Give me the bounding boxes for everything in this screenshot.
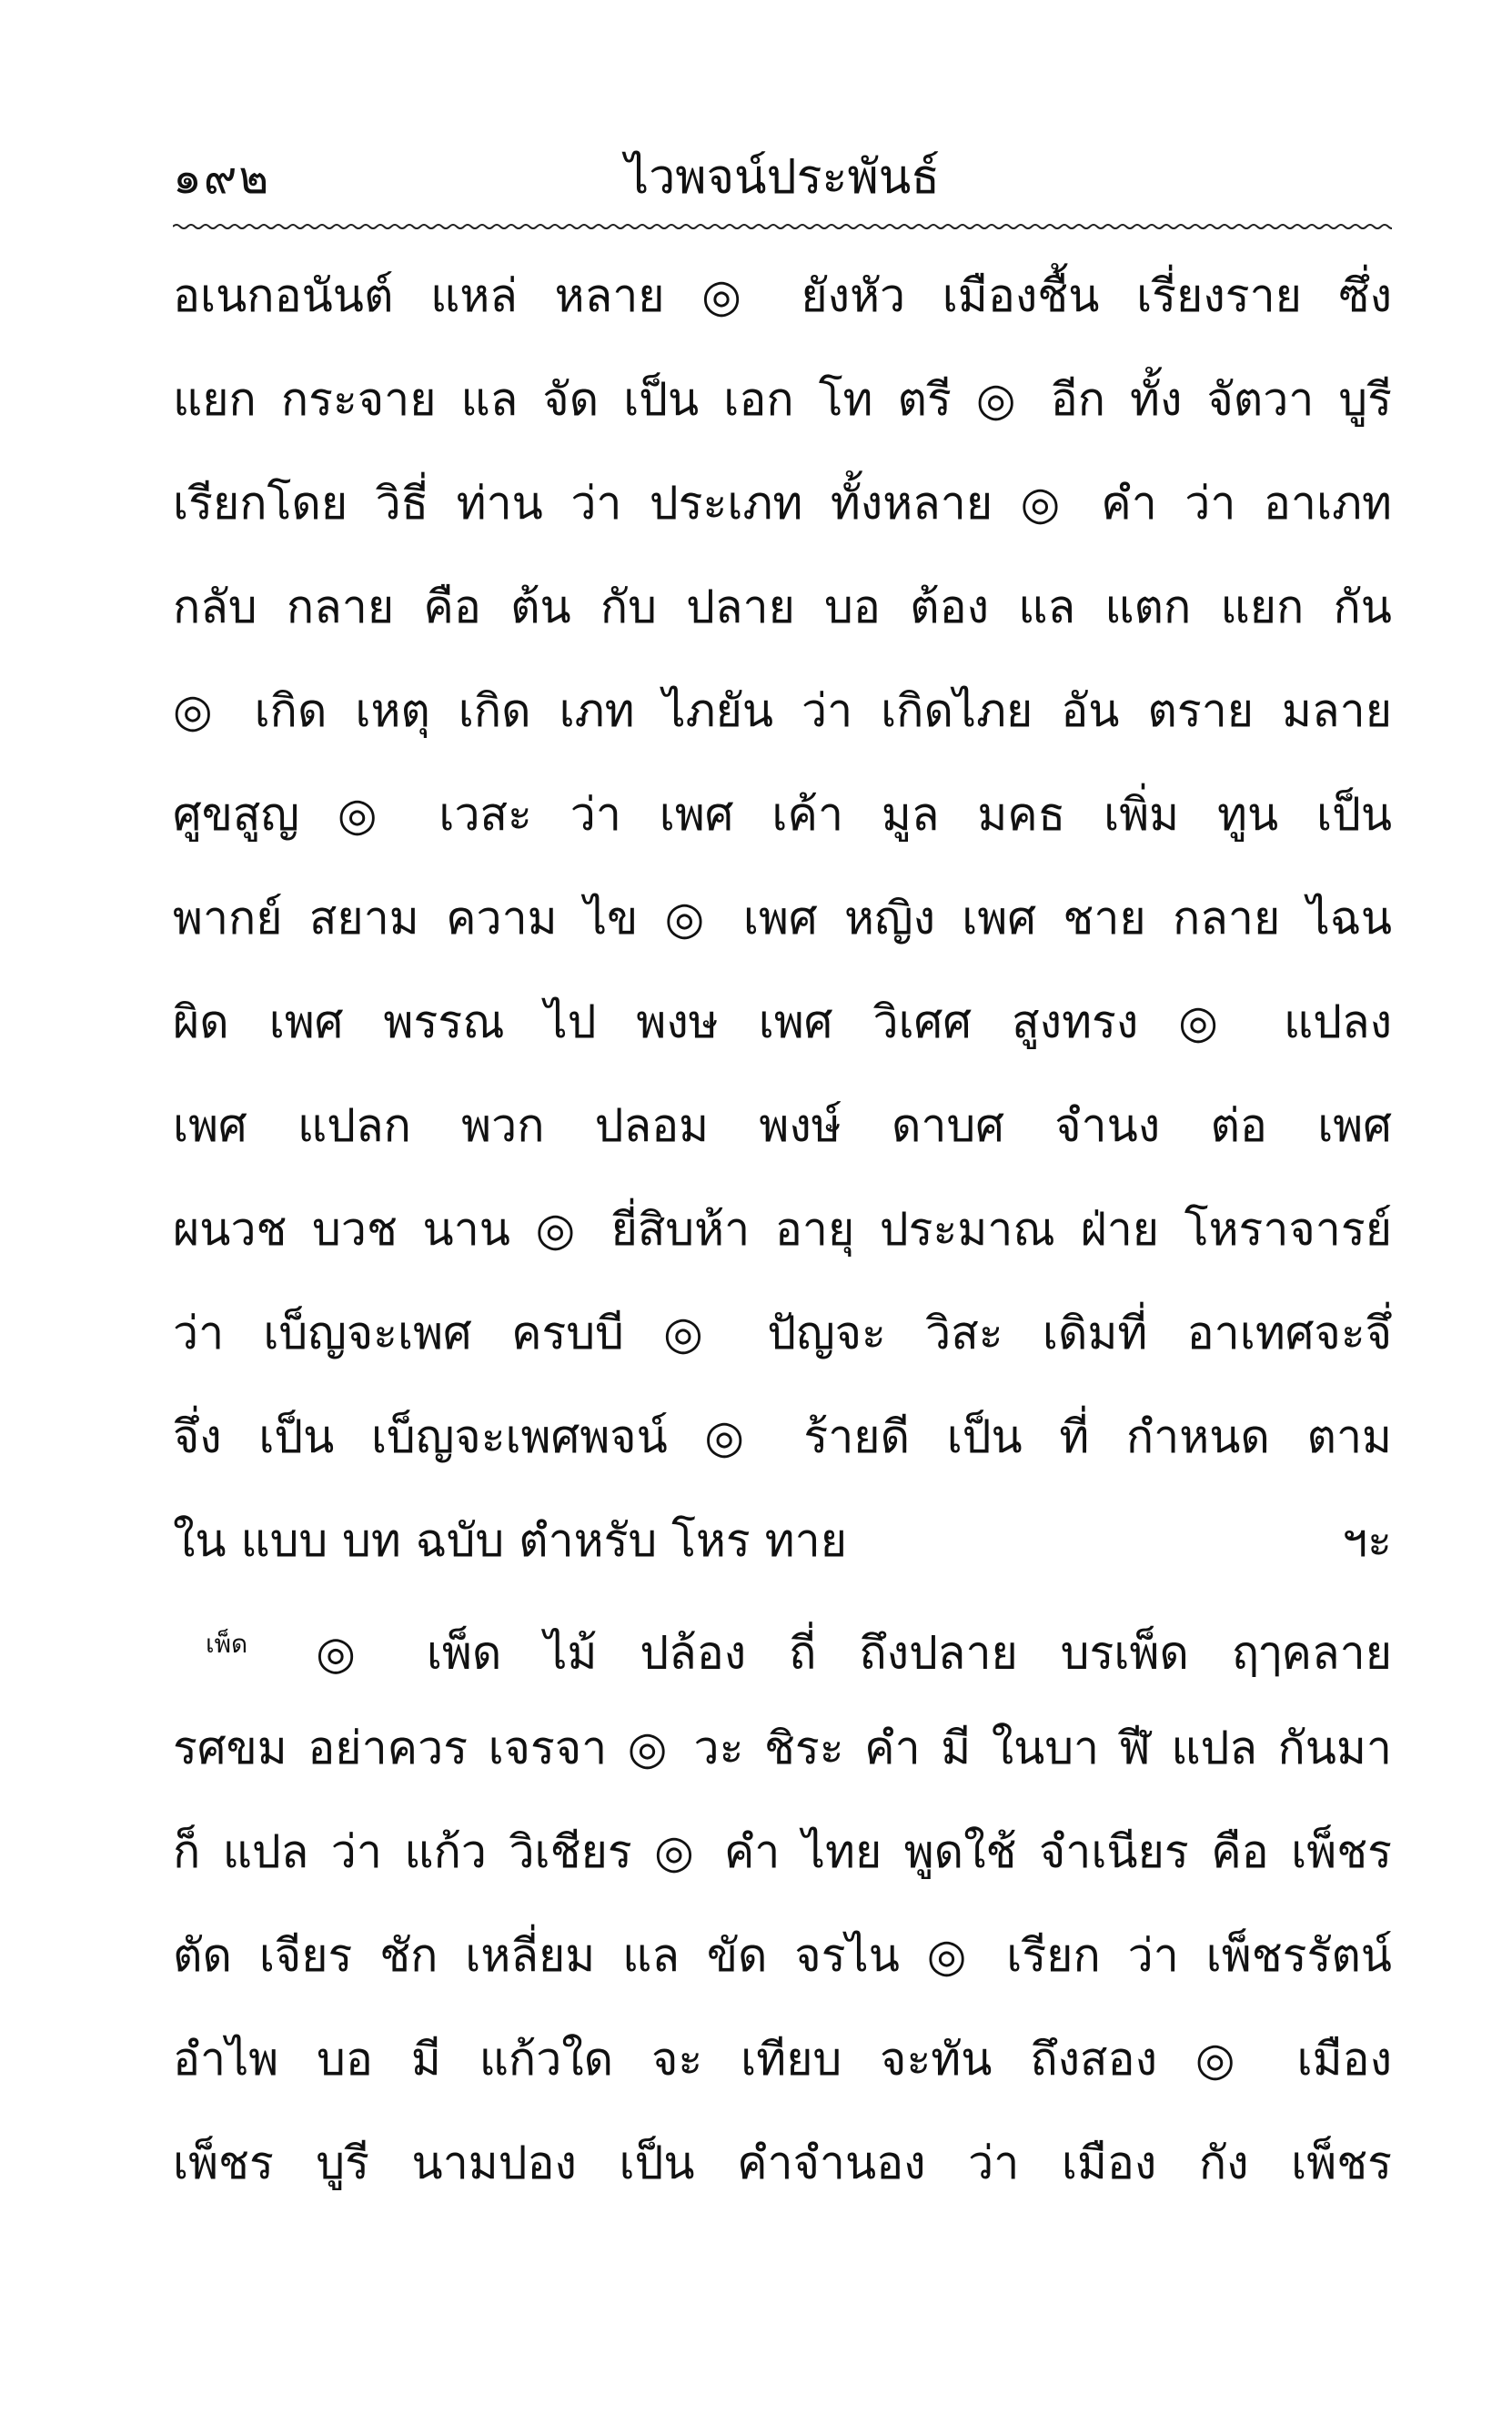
text-line-9: เพศ แปลก พวก ปลอม พงษ์ ดาบศ จำนง ต่อ เพศ (173, 1099, 1392, 1152)
text-line-15: รศขม อย่าควร เจรจา ◎ วะ ชิระ คำ มี ในบา ฬี แปล กันมา (173, 1722, 1392, 1774)
text-line-2: แยก กระจาย แล จัด เป็น เอก โท ตรี ◎ อีก ทั้ง จัตวา บูรี (173, 373, 1392, 426)
text-line-19: เพ็ชร บูรี นามปอง เป็น คำจำนอง ว่า เมือง กัง เพ็ชร (173, 2137, 1392, 2189)
text-line-3: เรียกโดย วิธี่ ท่าน ว่า ประเภท ทั้งหลาย ◎ คำ ว่า อาเภท (173, 477, 1392, 530)
text-line-7: พากย์ สยาม ความ ไข ◎ เพศ หญิง เพศ ชาย กลาย ไฉน (173, 892, 1392, 945)
running-title: ไวพจน์ประพันธ์ (624, 150, 941, 205)
text-line-10: ผนวช บวช นาน ◎ ยี่สิบห้า อายุ ประมาณ ฝ่าย โหราจารย์ (173, 1203, 1392, 1256)
text-line-16: ก็ แปล ว่า แก้ว วิเชียร ◎ คำ ไทย พูดใช้ จำเนียร คือ เพ็ชร (173, 1825, 1392, 1878)
header-rule (173, 222, 1392, 231)
text-line-5: ◎ เกิด เหตุ เกิด เภท ไภยัน ว่า เกิดไภย อัน ตราย มลาย (173, 684, 1392, 737)
text-line-18: อำไพ บอ มี แก้วใด จะ เทียบ จะทัน ถึงสอง ◎ เมือง (173, 2033, 1392, 2086)
text-line-14 (173, 1592, 1392, 1696)
page-number: ๑๙๒ (173, 151, 271, 204)
margin-label: เพ็ด (206, 1629, 248, 1659)
text-line-13-tail: ฯะ (1342, 1514, 1392, 1567)
text-line-11: ว่า เบ็ญจะเพศ ครบบี ◎ ปัญจะ วิสะ เดิมที่ อาเทศจะจึ่ (173, 1307, 1392, 1359)
text-line-14-main: ◎ เพ็ด ไม้ ปล้อง ถี่ ถึงปลาย บรเพ็ด ฤๅคลาย (316, 1626, 1392, 1680)
text-line-12: จึ่ง เป็น เบ็ญจะเพศพจน์ ◎ ร้ายดี เป็น ที่ กำหนด ตาม (173, 1410, 1392, 1463)
page-header (173, 136, 1392, 218)
text-line-1: อเนกอนันต์ แหล่ หลาย ◎ ยังหัว เมืองชื้น เรี่ยงราย ซึ่ง (173, 269, 1392, 322)
text-line-13 (173, 1489, 1392, 1592)
text-line-13-main: ใน แบบ บท ฉบับ ตำหรับ โหร ทาย (173, 1514, 847, 1567)
text-line-17: ตัด เจียร ชัก เหลี่ยม แล ขัด จรไน ◎ เรียก ว่า เพ็ชรรัตน์ (173, 1929, 1392, 1982)
text-line-8: ผิด เพศ พรรณ ไป พงษ เพศ วิเศศ สูงทรง ◎ แปลง (173, 995, 1392, 1048)
body-text (173, 244, 1392, 2215)
text-line-6: ศูขสูญ ◎ เวสะ ว่า เพศ เค้า มูล มคธ เพิ่ม ทูน เป็น (173, 788, 1392, 841)
text-line-4: กลับ กลาย คือ ต้น กับ ปลาย บอ ต้อง แล แตก แยก กัน (173, 581, 1392, 633)
